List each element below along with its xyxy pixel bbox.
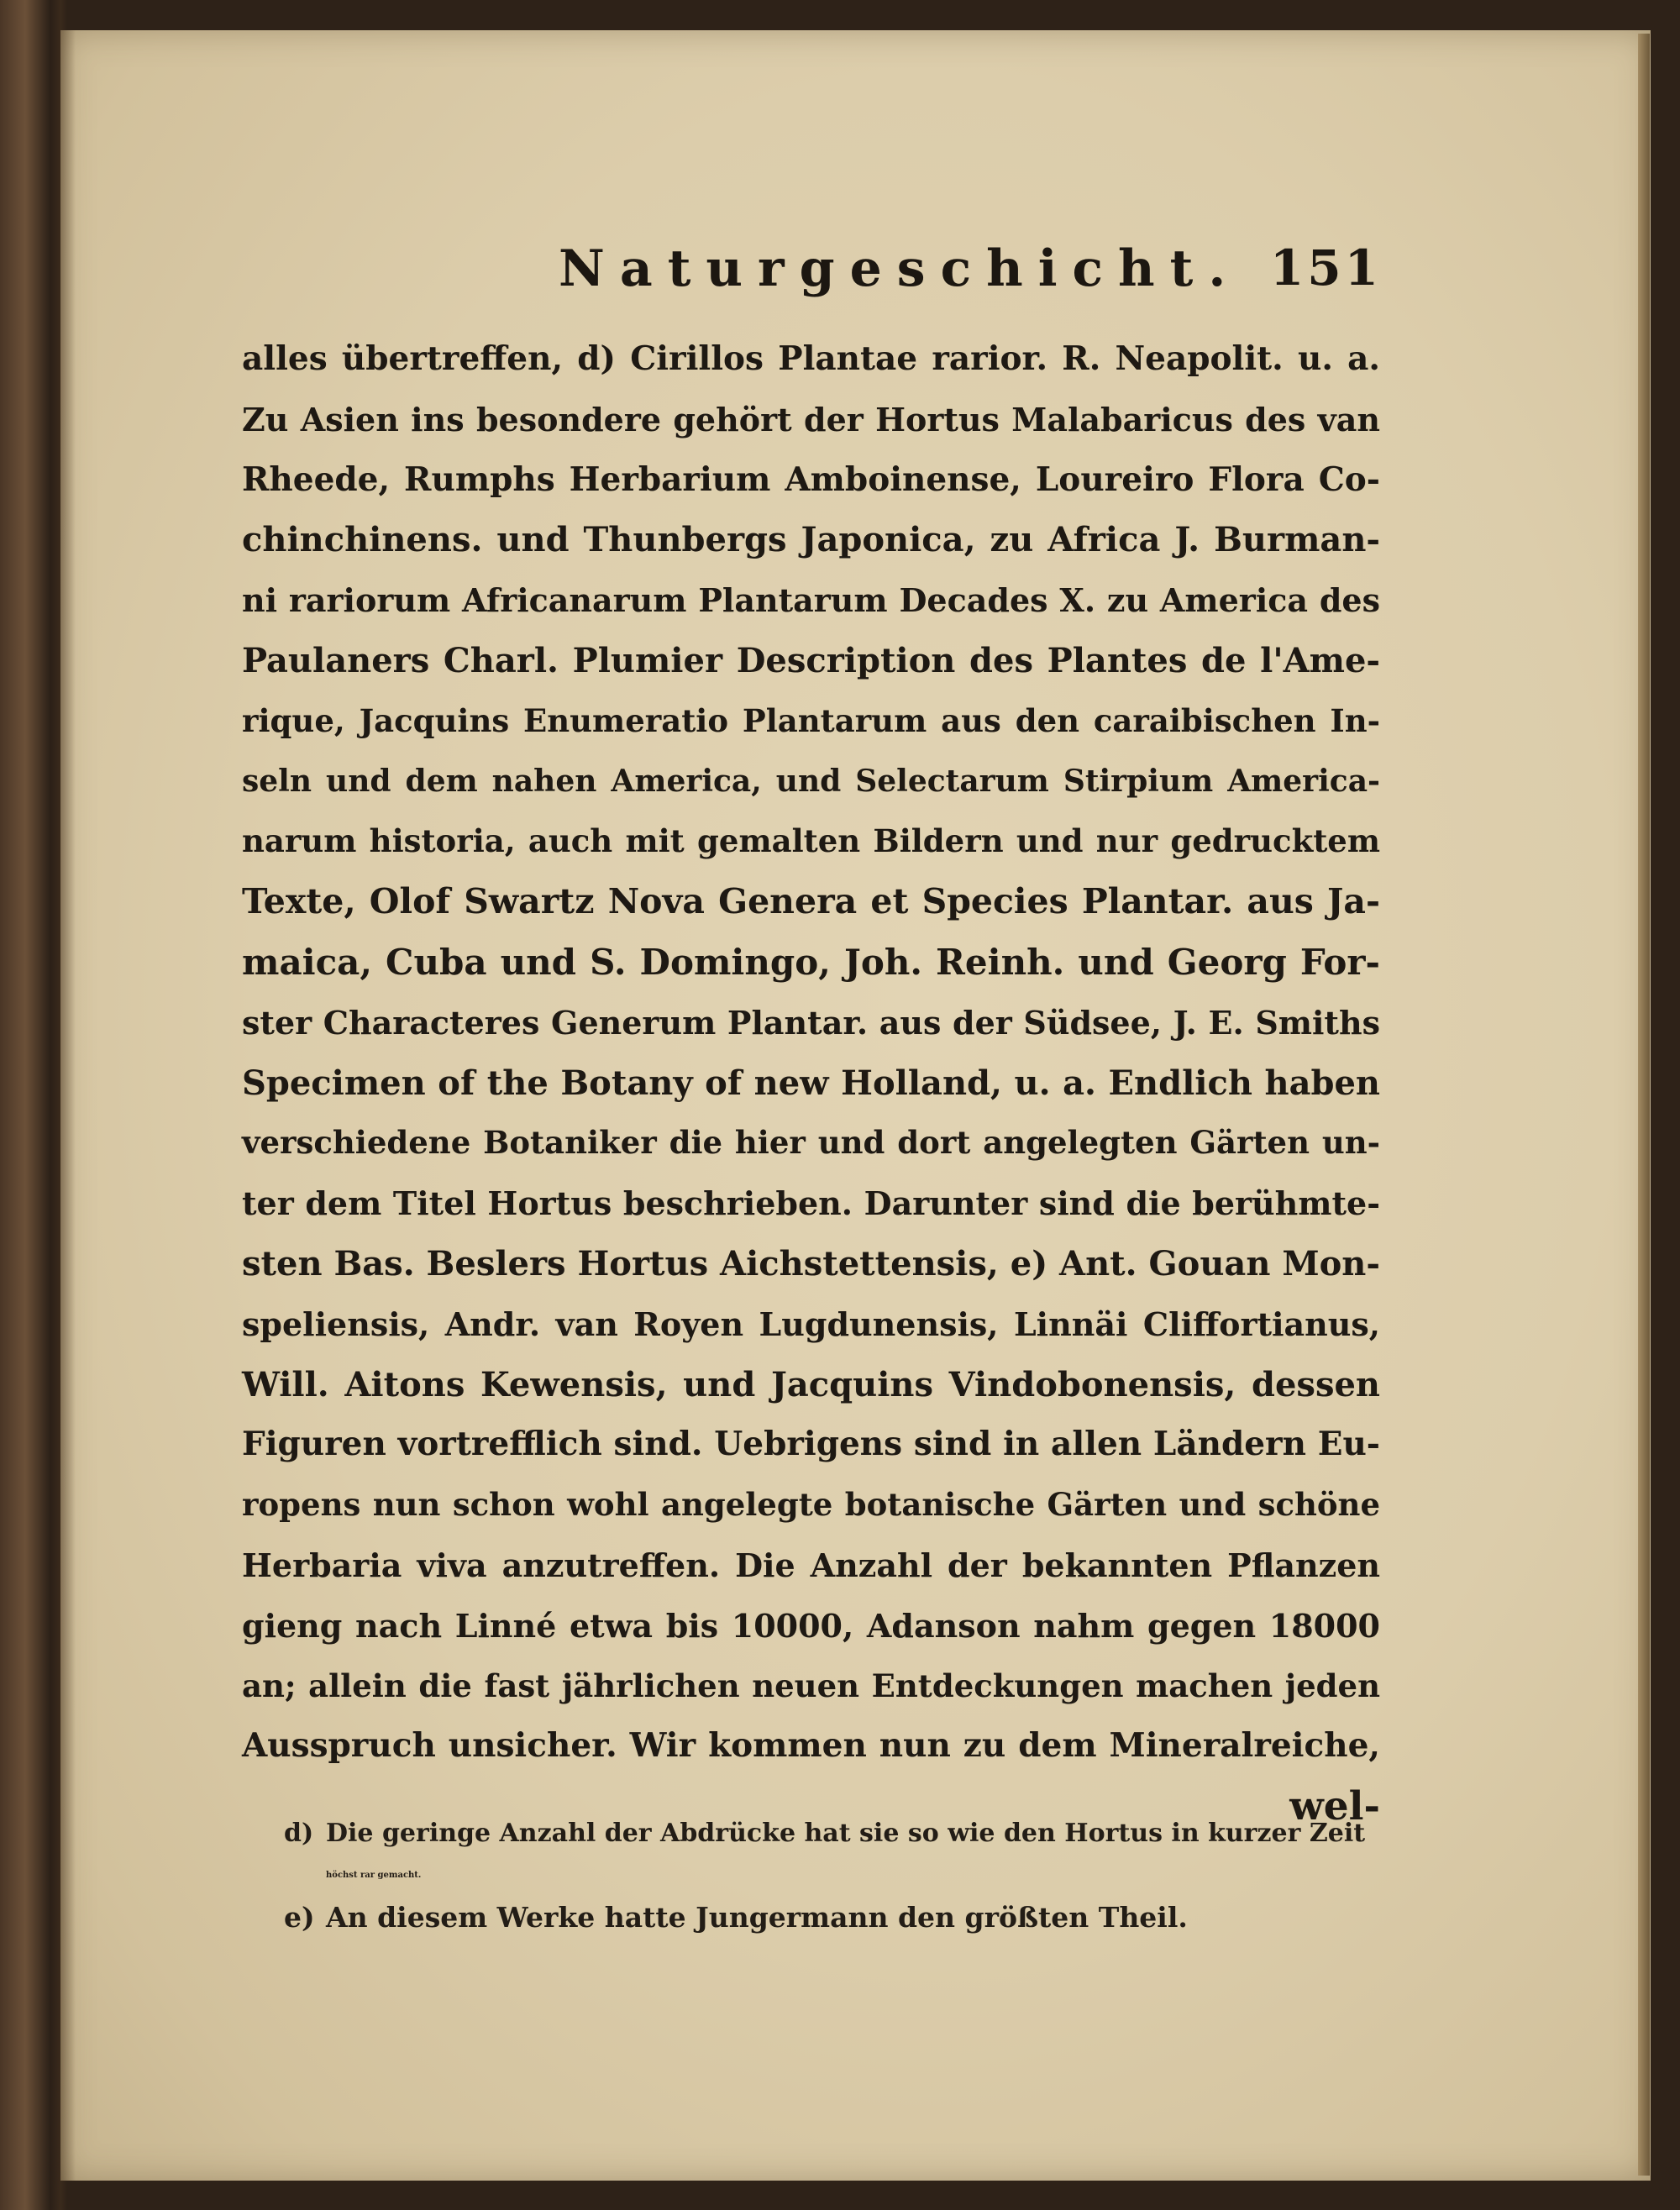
text-line: Rheede, Rumphs Herbarium Amboinense, Loureiro Flora Co- [242,459,1380,499]
text-line: Texte, Olof Swartz Nova Genera et Species Plantar. aus Ja- [242,881,1380,922]
text-line: Will. Aitons Kewensis, und Jacquins Vindobonensis, dessen [242,1364,1380,1404]
text-line: ni rariorum Africanarum Plantarum Decades X. zu America des [242,581,1380,620]
footnote-e [284,1897,1380,1939]
text-line: gieng nach Linné etwa bis 10000, Adanson nahm gegen 18000 [242,1606,1380,1645]
text-line: Figuren vortrefflich sind. Uebrigens sind in allen Ländern Eu- [242,1425,1380,1464]
text-line: ster Characteres Generum Plantar. aus der Südsee, J. E. Smiths [242,1003,1380,1042]
text-line: Specimen of the Botany of new Holland, u. a. Endlich haben [242,1063,1380,1103]
page-edge [1638,34,1650,2176]
text-line: alles übertreffen, d) Cirillos Plantae rarior. R. Neapolit. u. a. [242,339,1380,378]
text-line: sten Bas. Beslers Hortus Aichstettensis, e) Ant. Gouan Mon- [242,1243,1380,1283]
page-header [239,239,1382,307]
footnotes [284,1813,1380,1939]
footnote-text: Die geringe Anzahl der Abdrücke hat sie so wie den Hortus in kurzer Zeit [326,1819,1366,1848]
text-line: Paulaners Charl. Plumier Description des Plantes de l'Ame- [242,640,1380,680]
footnote-d [284,1813,1380,1855]
text-line: chinchinens. und Thunbergs Japonica, zu Africa J. Burman- [242,520,1380,560]
text-line: Zu Asien ins besondere gehört der Hortus Malabaricus des van [242,400,1380,438]
text-line: an; allein die fast jährlichen neuen Entdeckungen machen jeden [242,1667,1380,1704]
running-title: Naturgeschicht. [559,239,1242,298]
footnote-d-continuation: höchst rar gemacht. [326,1871,422,1880]
text-line: rique, Jacquins Enumeratio Plantarum aus den caraibischen In- [242,701,1380,739]
text-line: seln und dem nahen America, und Selectarum Stirpium America- [242,763,1380,799]
text-line: narum historia, auch mit gemalten Bildern und nur gedrucktem [242,822,1380,860]
book-gutter [60,30,76,2181]
text-line: verschiedene Botaniker die hier und dort angelegten Gärten un- [242,1124,1380,1162]
page-number: 151 [1269,239,1382,297]
text-line: speliensis, Andr. van Royen Lugdunensis, Linnäi Cliffortianus, [242,1304,1380,1343]
text-line: maica, Cuba und S. Domingo, Joh. Reinh. und Georg For- [242,941,1380,983]
catchword: wel- [1289,1783,1380,1830]
body-text [242,329,1380,1837]
footnote-mark: e) [284,1901,315,1934]
footnote-text: An diesem Werke hatte Jungermann den größten Theil. [326,1901,1188,1934]
text-line: Ausspruch unsicher. Wir kommen nun zu dem Mineralreiche, [242,1726,1380,1766]
footnote-mark: d) [284,1819,314,1848]
text-line: Herbaria viva anzutreffen. Die Anzahl der bekannten Pflanzen [242,1546,1380,1584]
text-line: ter dem Titel Hortus beschrieben. Darunter sind die berühmte- [242,1184,1380,1223]
text-line: ropens nun schon wohl angelegte botanische Gärten und schöne [242,1486,1380,1524]
